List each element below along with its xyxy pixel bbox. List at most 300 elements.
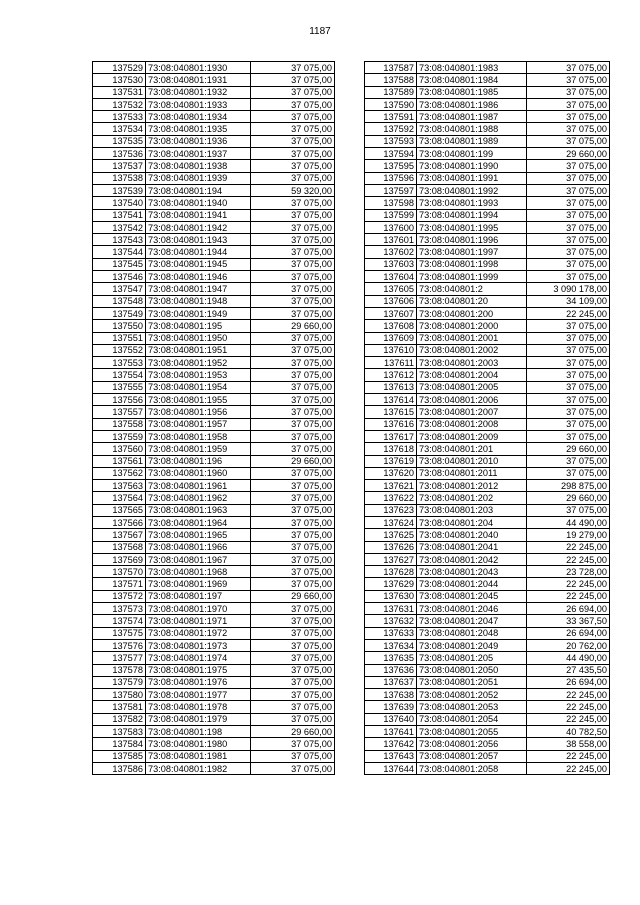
table-row <box>365 443 610 455</box>
cadastral-number: 73:08:040801:1966 <box>146 541 251 553</box>
row-number: 137588 <box>365 74 417 86</box>
row-number: 137617 <box>365 430 417 442</box>
cadastral-number: 73:08:040801:2007 <box>417 406 527 418</box>
cadastral-number: 73:08:040801:2003 <box>417 357 527 369</box>
row-number: 137546 <box>93 271 146 283</box>
row-number: 137613 <box>365 381 417 393</box>
table-row <box>93 701 335 713</box>
cadastral-number: 73:08:040801:2054 <box>417 713 527 725</box>
row-number: 137571 <box>93 578 146 590</box>
cadastral-value: 29 660,00 <box>527 492 610 504</box>
table-row <box>93 221 335 233</box>
row-number: 137560 <box>93 443 146 455</box>
table-row <box>365 184 610 196</box>
table-row <box>365 455 610 467</box>
row-number: 137592 <box>365 123 417 135</box>
row-number: 137616 <box>365 418 417 430</box>
table-row <box>93 762 335 774</box>
row-number: 137598 <box>365 197 417 209</box>
cadastral-value: 37 075,00 <box>251 627 335 639</box>
cadastral-number: 73:08:040801:2000 <box>417 320 527 332</box>
row-number: 137561 <box>93 455 146 467</box>
table-row <box>365 258 610 270</box>
cadastral-number: 73:08:040801:2050 <box>417 664 527 676</box>
row-number: 137532 <box>93 98 146 110</box>
cadastral-number: 73:08:040801:2048 <box>417 627 527 639</box>
cadastral-value: 37 075,00 <box>251 553 335 565</box>
cadastral-number: 73:08:040801:199 <box>417 148 527 160</box>
cadastral-number: 73:08:040801:2006 <box>417 394 527 406</box>
cadastral-value: 37 075,00 <box>527 504 610 516</box>
cadastral-number: 73:08:040801:2042 <box>417 553 527 565</box>
cadastral-value: 29 660,00 <box>251 320 335 332</box>
cadastral-value: 37 075,00 <box>527 221 610 233</box>
table-row <box>365 529 610 541</box>
table-row <box>93 62 335 74</box>
row-number: 137580 <box>93 689 146 701</box>
cadastral-value: 37 075,00 <box>527 209 610 221</box>
cadastral-number: 73:08:040801:2056 <box>417 738 527 750</box>
cadastral-number: 73:08:040801:2058 <box>417 762 527 774</box>
table-row <box>93 455 335 467</box>
cadastral-number: 73:08:040801:1968 <box>146 566 251 578</box>
table-row <box>365 357 610 369</box>
cadastral-value: 37 075,00 <box>527 344 610 356</box>
row-number: 137562 <box>93 467 146 479</box>
cadastral-value: 37 075,00 <box>251 283 335 295</box>
cadastral-value: 29 660,00 <box>251 726 335 738</box>
cadastral-value: 37 075,00 <box>251 160 335 172</box>
row-number: 137603 <box>365 258 417 270</box>
table-row <box>93 529 335 541</box>
table-row <box>93 295 335 307</box>
cadastral-value: 29 660,00 <box>527 443 610 455</box>
cadastral-value: 37 075,00 <box>527 430 610 442</box>
cadastral-number: 73:08:040801:194 <box>146 184 251 196</box>
table-row <box>93 664 335 676</box>
cadastral-number: 73:08:040801:1982 <box>146 762 251 774</box>
cadastral-number: 73:08:040801:1944 <box>146 246 251 258</box>
row-number: 137602 <box>365 246 417 258</box>
cadastral-number: 73:08:040801:1995 <box>417 221 527 233</box>
table-row <box>365 541 610 553</box>
row-number: 137585 <box>93 750 146 762</box>
cadastral-number: 73:08:040801:2052 <box>417 689 527 701</box>
table-row <box>365 344 610 356</box>
cadastral-number: 73:08:040801:1935 <box>146 123 251 135</box>
table-row <box>93 726 335 738</box>
cadastral-value: 37 075,00 <box>527 258 610 270</box>
cadastral-value: 37 075,00 <box>251 258 335 270</box>
cadastral-value: 37 075,00 <box>527 467 610 479</box>
cadastral-value: 37 075,00 <box>527 123 610 135</box>
table-row <box>93 566 335 578</box>
table-row <box>365 98 610 110</box>
row-number: 137555 <box>93 381 146 393</box>
cadastral-number: 73:08:040801:1981 <box>146 750 251 762</box>
row-number: 137553 <box>93 357 146 369</box>
cadastral-number: 73:08:040801:1971 <box>146 615 251 627</box>
table-row <box>93 480 335 492</box>
cadastral-number: 73:08:040801:1998 <box>417 258 527 270</box>
row-number: 137557 <box>93 406 146 418</box>
row-number: 137640 <box>365 713 417 725</box>
cadastral-value: 37 075,00 <box>527 320 610 332</box>
cadastral-value: 37 075,00 <box>251 750 335 762</box>
row-number: 137529 <box>93 62 146 74</box>
table-row <box>365 615 610 627</box>
table-row <box>365 566 610 578</box>
table-row <box>93 172 335 184</box>
row-number: 137539 <box>93 184 146 196</box>
table-row <box>365 369 610 381</box>
cadastral-number: 73:08:040801:2005 <box>417 381 527 393</box>
cadastral-value: 37 075,00 <box>527 74 610 86</box>
cadastral-value: 37 075,00 <box>251 492 335 504</box>
table-row <box>93 98 335 110</box>
cadastral-number: 73:08:040801:2057 <box>417 750 527 762</box>
row-number: 137626 <box>365 541 417 553</box>
cadastral-number: 73:08:040801:1979 <box>146 713 251 725</box>
row-number: 137552 <box>93 344 146 356</box>
cadastral-number: 73:08:040801:1961 <box>146 480 251 492</box>
cadastral-value: 20 762,00 <box>527 639 610 651</box>
table-row <box>93 443 335 455</box>
cadastral-value: 22 245,00 <box>527 701 610 713</box>
row-number: 137573 <box>93 603 146 615</box>
table-row <box>93 234 335 246</box>
cadastral-value: 37 075,00 <box>251 295 335 307</box>
table-row <box>365 246 610 258</box>
cadastral-number: 73:08:040801:1992 <box>417 184 527 196</box>
cadastral-number: 73:08:040801:205 <box>417 652 527 664</box>
cadastral-value: 37 075,00 <box>251 713 335 725</box>
cadastral-number: 73:08:040801:1947 <box>146 283 251 295</box>
table-row <box>93 467 335 479</box>
cadastral-number: 73:08:040801:1943 <box>146 234 251 246</box>
table-row <box>365 283 610 295</box>
cadastral-number: 73:08:040801:1975 <box>146 664 251 676</box>
cadastral-value: 37 075,00 <box>251 148 335 160</box>
cadastral-value: 37 075,00 <box>251 615 335 627</box>
cadastral-value: 59 320,00 <box>251 184 335 196</box>
table-row <box>365 738 610 750</box>
cadastral-number: 73:08:040801:1941 <box>146 209 251 221</box>
cadastral-number: 73:08:040801:202 <box>417 492 527 504</box>
cadastral-number: 73:08:040801:1983 <box>417 62 527 74</box>
row-number: 137593 <box>365 135 417 147</box>
row-number: 137631 <box>365 603 417 615</box>
cadastral-number: 73:08:040801:198 <box>146 726 251 738</box>
cadastral-value: 37 075,00 <box>251 111 335 123</box>
cadastral-number: 73:08:040801:1951 <box>146 344 251 356</box>
cadastral-value: 22 245,00 <box>527 578 610 590</box>
cadastral-value: 37 075,00 <box>527 86 610 98</box>
row-number: 137574 <box>93 615 146 627</box>
table-row <box>93 86 335 98</box>
row-number: 137642 <box>365 738 417 750</box>
cadastral-value: 37 075,00 <box>251 480 335 492</box>
row-number: 137538 <box>93 172 146 184</box>
table-row <box>365 221 610 233</box>
table-row <box>365 504 610 516</box>
cadastral-number: 73:08:040801:1940 <box>146 197 251 209</box>
table-row <box>93 160 335 172</box>
table-row <box>365 713 610 725</box>
table-row <box>93 492 335 504</box>
cadastral-number: 73:08:040801:1948 <box>146 295 251 307</box>
cadastral-number: 73:08:040801:2047 <box>417 615 527 627</box>
table-row <box>365 750 610 762</box>
row-number: 137564 <box>93 492 146 504</box>
cadastral-number: 73:08:040801:2053 <box>417 701 527 713</box>
table-row <box>365 160 610 172</box>
cadastral-value: 29 660,00 <box>251 455 335 467</box>
row-number: 137554 <box>93 369 146 381</box>
table-row <box>93 332 335 344</box>
cadastral-value: 37 075,00 <box>251 123 335 135</box>
row-number: 137597 <box>365 184 417 196</box>
row-number: 137584 <box>93 738 146 750</box>
row-number: 137621 <box>365 480 417 492</box>
row-number: 137575 <box>93 627 146 639</box>
cadastral-value: 37 075,00 <box>527 184 610 196</box>
cadastral-value: 37 075,00 <box>251 639 335 651</box>
table-row <box>365 271 610 283</box>
cadastral-number: 73:08:040801:1976 <box>146 676 251 688</box>
row-number: 137614 <box>365 394 417 406</box>
cadastral-number: 73:08:040801:204 <box>417 516 527 528</box>
table-row <box>365 762 610 774</box>
cadastral-number: 73:08:040801:1999 <box>417 271 527 283</box>
cadastral-number: 73:08:040801:1967 <box>146 553 251 565</box>
table-row <box>365 295 610 307</box>
cadastral-value: 22 245,00 <box>527 541 610 553</box>
table-row <box>365 62 610 74</box>
row-number: 137628 <box>365 566 417 578</box>
row-number: 137636 <box>365 664 417 676</box>
cadastral-number: 73:08:040801:1991 <box>417 172 527 184</box>
row-number: 137581 <box>93 701 146 713</box>
cadastral-value: 29 660,00 <box>527 148 610 160</box>
cadastral-value: 22 245,00 <box>527 590 610 602</box>
cadastral-value: 37 075,00 <box>527 357 610 369</box>
table-row <box>93 320 335 332</box>
row-number: 137612 <box>365 369 417 381</box>
table-row <box>365 726 610 738</box>
cadastral-value: 26 694,00 <box>527 676 610 688</box>
row-number: 137629 <box>365 578 417 590</box>
row-number: 137582 <box>93 713 146 725</box>
table-row <box>93 271 335 283</box>
table-row <box>93 603 335 615</box>
cadastral-value: 33 367,50 <box>527 615 610 627</box>
register-table-right <box>364 61 610 775</box>
row-number: 137622 <box>365 492 417 504</box>
row-number: 137632 <box>365 615 417 627</box>
row-number: 137627 <box>365 553 417 565</box>
cadastral-value: 37 075,00 <box>251 98 335 110</box>
row-number: 137596 <box>365 172 417 184</box>
cadastral-number: 73:08:040801:1938 <box>146 160 251 172</box>
cadastral-value: 37 075,00 <box>527 246 610 258</box>
cadastral-number: 73:08:040801:1993 <box>417 197 527 209</box>
cadastral-value: 37 075,00 <box>251 566 335 578</box>
cadastral-value: 37 075,00 <box>251 738 335 750</box>
cadastral-number: 73:08:040801:1942 <box>146 221 251 233</box>
row-number: 137563 <box>93 480 146 492</box>
table-row <box>365 430 610 442</box>
cadastral-value: 37 075,00 <box>251 246 335 258</box>
table-row <box>365 664 610 676</box>
cadastral-value: 22 245,00 <box>527 713 610 725</box>
table-row <box>365 627 610 639</box>
table-row <box>93 639 335 651</box>
cadastral-number: 73:08:040801:2008 <box>417 418 527 430</box>
table-row <box>365 553 610 565</box>
row-number: 137578 <box>93 664 146 676</box>
table-row <box>365 676 610 688</box>
table-row <box>93 652 335 664</box>
cadastral-value: 37 075,00 <box>251 332 335 344</box>
table-row <box>365 406 610 418</box>
table-row <box>365 467 610 479</box>
row-number: 137559 <box>93 430 146 442</box>
cadastral-value: 37 075,00 <box>251 135 335 147</box>
row-number: 137533 <box>93 111 146 123</box>
cadastral-number: 73:08:040801:2043 <box>417 566 527 578</box>
table-row <box>365 172 610 184</box>
cadastral-number: 73:08:040801:1964 <box>146 516 251 528</box>
table-row <box>93 406 335 418</box>
cadastral-number: 73:08:040801:203 <box>417 504 527 516</box>
cadastral-number: 73:08:040801:1958 <box>146 430 251 442</box>
cadastral-number: 73:08:040801:1994 <box>417 209 527 221</box>
table-row <box>365 209 610 221</box>
cadastral-value: 22 245,00 <box>527 553 610 565</box>
cadastral-number: 73:08:040801:1959 <box>146 443 251 455</box>
table-row <box>365 418 610 430</box>
row-number: 137531 <box>93 86 146 98</box>
cadastral-number: 73:08:040801:1957 <box>146 418 251 430</box>
cadastral-value: 44 490,00 <box>527 652 610 664</box>
cadastral-number: 73:08:040801:2010 <box>417 455 527 467</box>
row-number: 137551 <box>93 332 146 344</box>
row-number: 137637 <box>365 676 417 688</box>
cadastral-number: 73:08:040801:1980 <box>146 738 251 750</box>
cadastral-number: 73:08:040801:1987 <box>417 111 527 123</box>
table-row <box>93 197 335 209</box>
cadastral-value: 37 075,00 <box>251 307 335 319</box>
cadastral-number: 73:08:040801:1945 <box>146 258 251 270</box>
table-row <box>93 135 335 147</box>
table-row <box>365 307 610 319</box>
cadastral-number: 73:08:040801:197 <box>146 590 251 602</box>
table-row <box>365 480 610 492</box>
cadastral-value: 37 075,00 <box>251 369 335 381</box>
cadastral-value: 26 694,00 <box>527 627 610 639</box>
row-number: 137537 <box>93 160 146 172</box>
row-number: 137608 <box>365 320 417 332</box>
cadastral-value: 37 075,00 <box>251 394 335 406</box>
cadastral-value: 37 075,00 <box>251 271 335 283</box>
cadastral-number: 73:08:040801:1988 <box>417 123 527 135</box>
table-row <box>365 603 610 615</box>
cadastral-number: 73:08:040801:1949 <box>146 307 251 319</box>
cadastral-value: 37 075,00 <box>251 689 335 701</box>
row-number: 137587 <box>365 62 417 74</box>
table-row <box>365 639 610 651</box>
row-number: 137609 <box>365 332 417 344</box>
cadastral-value: 44 490,00 <box>527 516 610 528</box>
cadastral-value: 37 075,00 <box>251 221 335 233</box>
cadastral-number: 73:08:040801:1962 <box>146 492 251 504</box>
cadastral-number: 73:08:040801:1974 <box>146 652 251 664</box>
cadastral-value: 37 075,00 <box>251 652 335 664</box>
table-row <box>93 74 335 86</box>
table-row <box>93 738 335 750</box>
cadastral-value: 37 075,00 <box>251 664 335 676</box>
row-number: 137606 <box>365 295 417 307</box>
table-row <box>93 750 335 762</box>
row-number: 137540 <box>93 197 146 209</box>
table-row <box>365 320 610 332</box>
row-number: 137541 <box>93 209 146 221</box>
row-number: 137550 <box>93 320 146 332</box>
cadastral-number: 73:08:040801:1936 <box>146 135 251 147</box>
row-number: 137625 <box>365 529 417 541</box>
cadastral-value: 37 075,00 <box>251 529 335 541</box>
cadastral-number: 73:08:040801:1978 <box>146 701 251 713</box>
row-number: 137595 <box>365 160 417 172</box>
cadastral-number: 73:08:040801:1937 <box>146 148 251 160</box>
cadastral-value: 37 075,00 <box>251 172 335 184</box>
table-row <box>93 516 335 528</box>
row-number: 137542 <box>93 221 146 233</box>
row-number: 137594 <box>365 148 417 160</box>
table-row <box>365 135 610 147</box>
row-number: 137567 <box>93 529 146 541</box>
cadastral-value: 22 245,00 <box>527 307 610 319</box>
register-table-left <box>92 61 335 775</box>
cadastral-value: 37 075,00 <box>251 701 335 713</box>
row-number: 137548 <box>93 295 146 307</box>
table-row <box>93 590 335 602</box>
cadastral-number: 73:08:040801:2041 <box>417 541 527 553</box>
table-row <box>93 246 335 258</box>
row-number: 137644 <box>365 762 417 774</box>
cadastral-number: 73:08:040801:2001 <box>417 332 527 344</box>
row-number: 137586 <box>93 762 146 774</box>
cadastral-number: 73:08:040801:2046 <box>417 603 527 615</box>
row-number: 137605 <box>365 283 417 295</box>
cadastral-number: 73:08:040801:1984 <box>417 74 527 86</box>
cadastral-number: 73:08:040801:2012 <box>417 480 527 492</box>
row-number: 137630 <box>365 590 417 602</box>
row-number: 137633 <box>365 627 417 639</box>
cadastral-number: 73:08:040801:2055 <box>417 726 527 738</box>
table-row <box>93 504 335 516</box>
row-number: 137635 <box>365 652 417 664</box>
cadastral-number: 73:08:040801:195 <box>146 320 251 332</box>
row-number: 137634 <box>365 639 417 651</box>
cadastral-value: 37 075,00 <box>251 209 335 221</box>
cadastral-number: 73:08:040801:1953 <box>146 369 251 381</box>
cadastral-number: 73:08:040801:2044 <box>417 578 527 590</box>
cadastral-value: 37 075,00 <box>527 406 610 418</box>
cadastral-number: 73:08:040801:1955 <box>146 394 251 406</box>
cadastral-number: 73:08:040801:2011 <box>417 467 527 479</box>
